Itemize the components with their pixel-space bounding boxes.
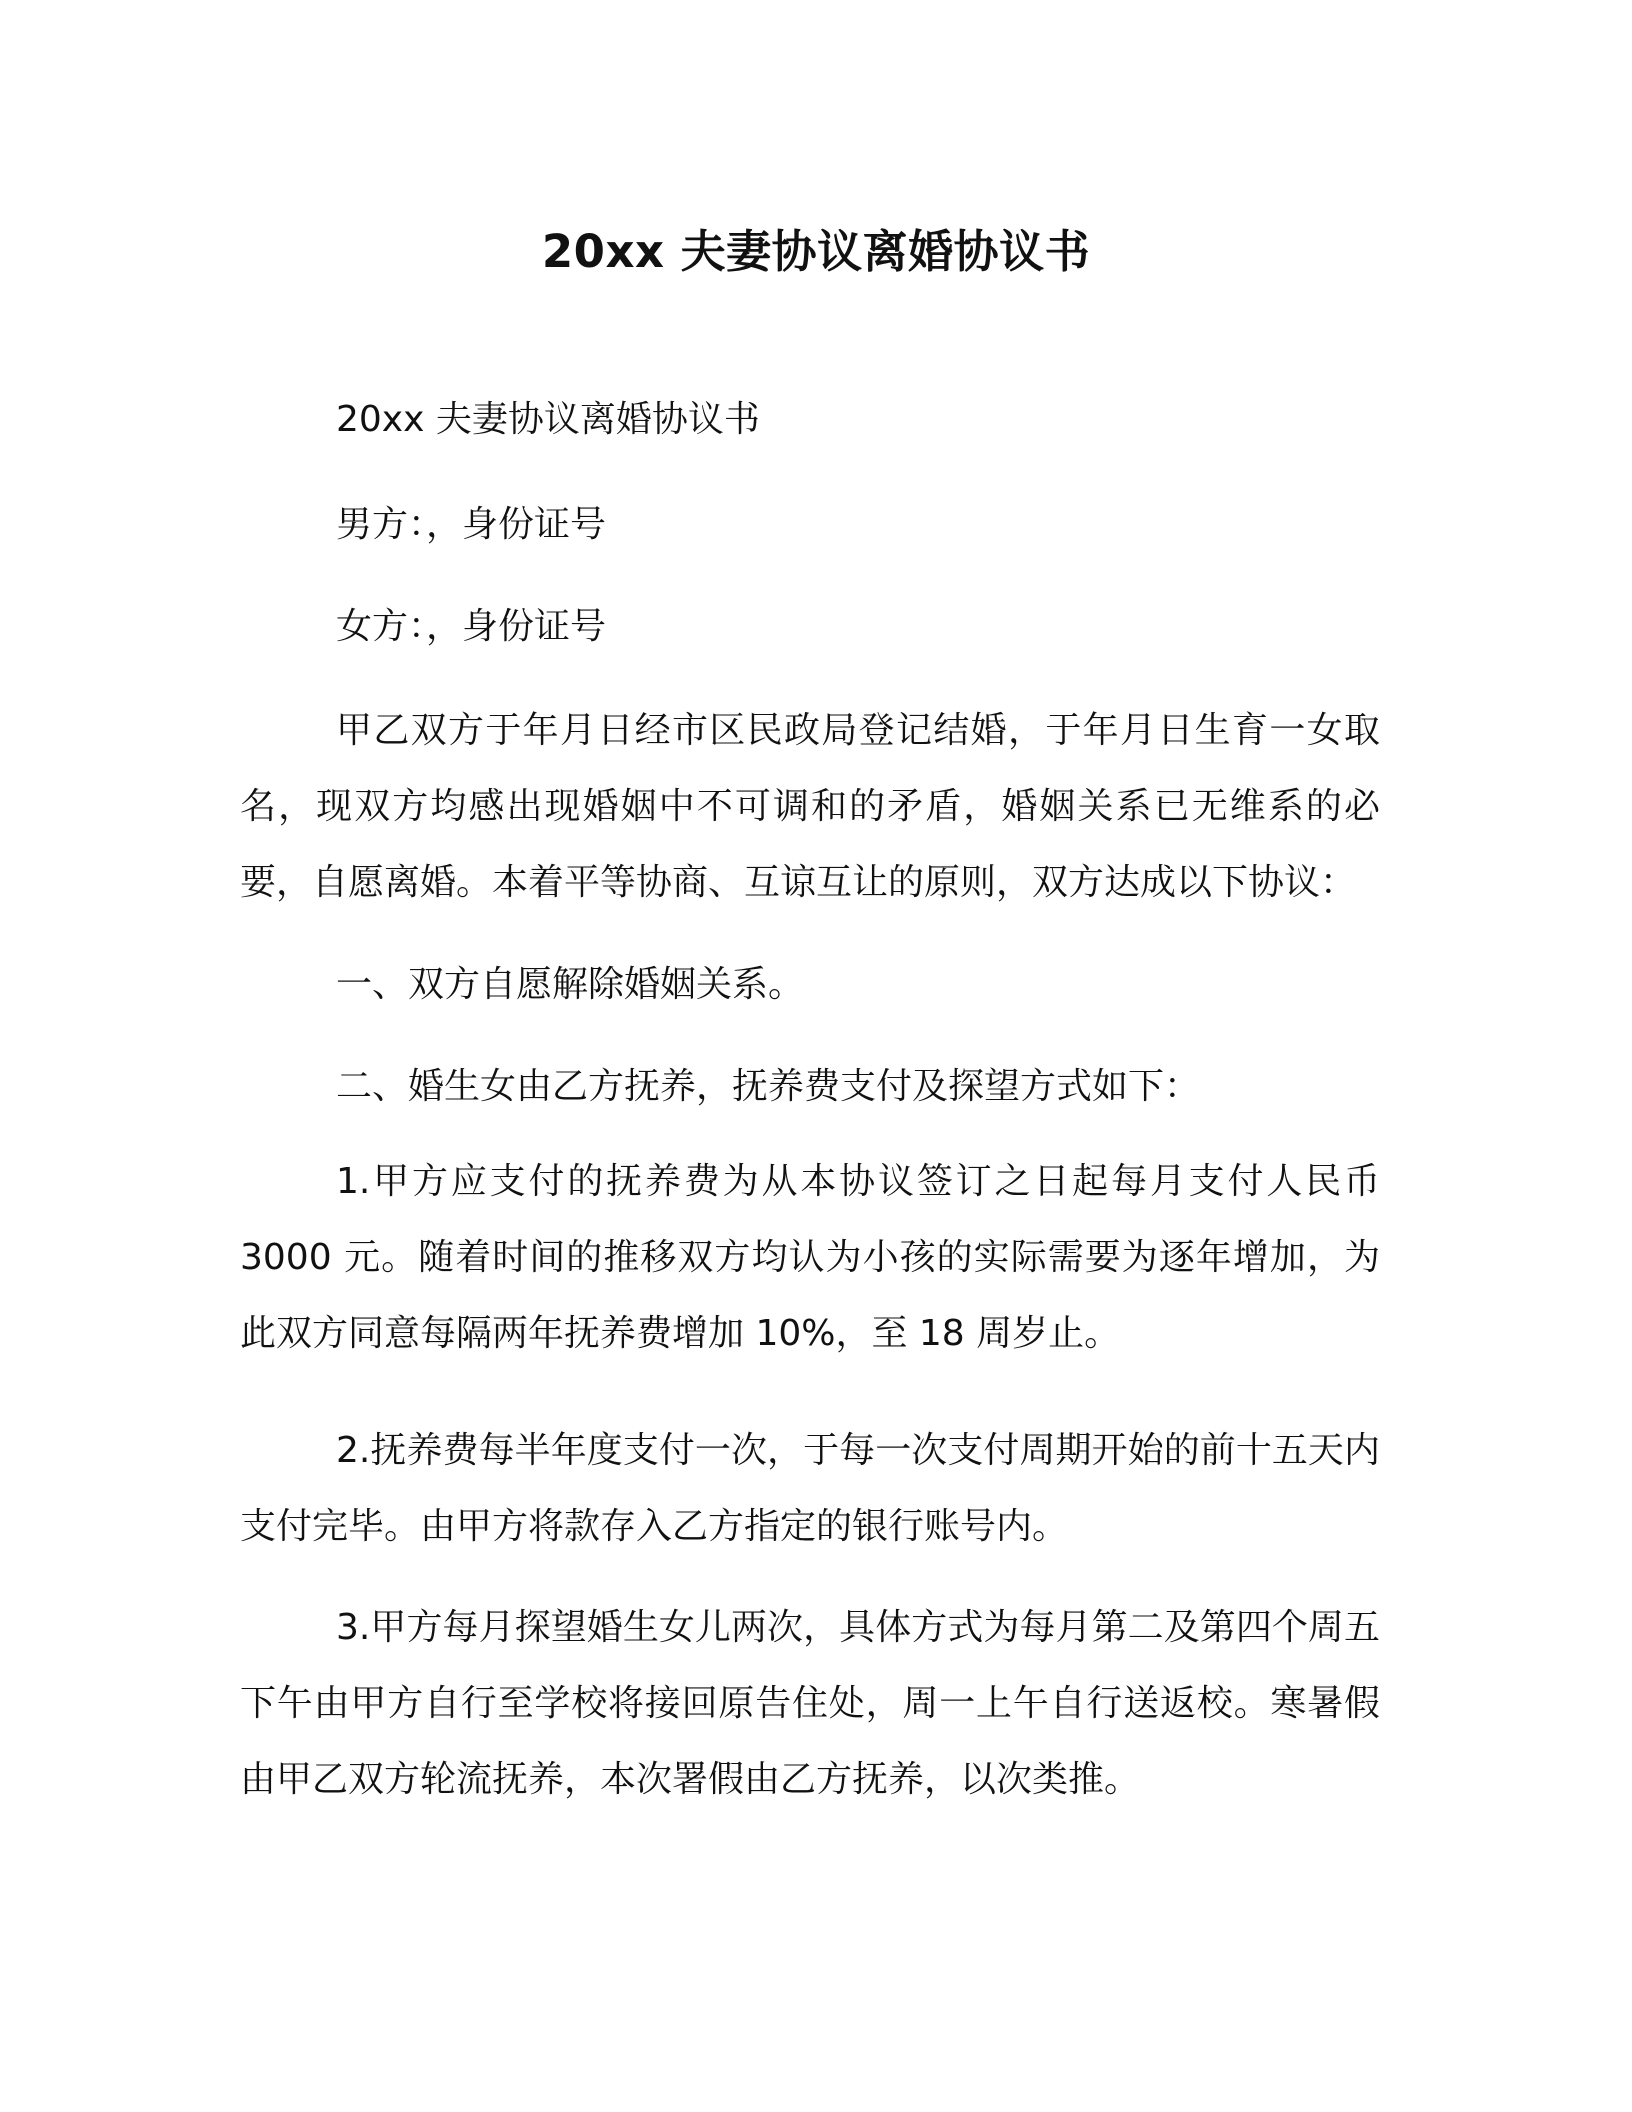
document-title: 20xx 夫妻协议离婚协议书 [541,225,1091,278]
item-2-paragraph: 2.抚养费每半年度支付一次，于每一次支付周期开始的前十五天内支付完毕。由甲方将款存入乙方指定的银行账号内。 [240,1430,1380,1547]
item-2-section [240,1413,1380,1565]
intro-section [240,693,1380,921]
husband-id-line: 男方：，身份证号 [336,504,607,545]
wife-id-line: 女方：，身份证号 [336,606,607,647]
item-1-section [240,1144,1380,1372]
intro-paragraph: 甲乙双方于年月日经市区民政局登记结婚，于年月日生育一女取名，现双方均感出现婚姻中不可调和的矛盾，婚姻关系已无维系的必要，自愿离婚。本着平等协商、互谅互让的原则，双方达成以下协议： [240,710,1380,903]
clause-1: 一、双方自愿解除婚姻关系。 [336,964,805,1005]
item-3-section [240,1590,1380,1818]
item-1-paragraph: 1.甲方应支付的抚养费为从本协议签订之日起每月支付人民币 3000 元。随着时间的推移双方均认为小孩的实际需要为逐年增加，为此双方同意每隔两年抚养费增加 10%，至 18 周岁止。 [240,1161,1380,1354]
clause-2: 二、婚生女由乙方抚养，抚养费支付及探望方式如下： [336,1066,1201,1107]
document-subtitle: 20xx 夫妻协议离婚协议书 [336,399,760,440]
item-3-paragraph: 3.甲方每月探望婚生女儿两次，具体方式为每月第二及第四个周五下午由甲方自行至学校将接回原告住处，周一上午自行送返校。寒暑假由甲乙双方轮流抚养，本次署假由乙方抚养，以次类推。 [240,1607,1380,1800]
